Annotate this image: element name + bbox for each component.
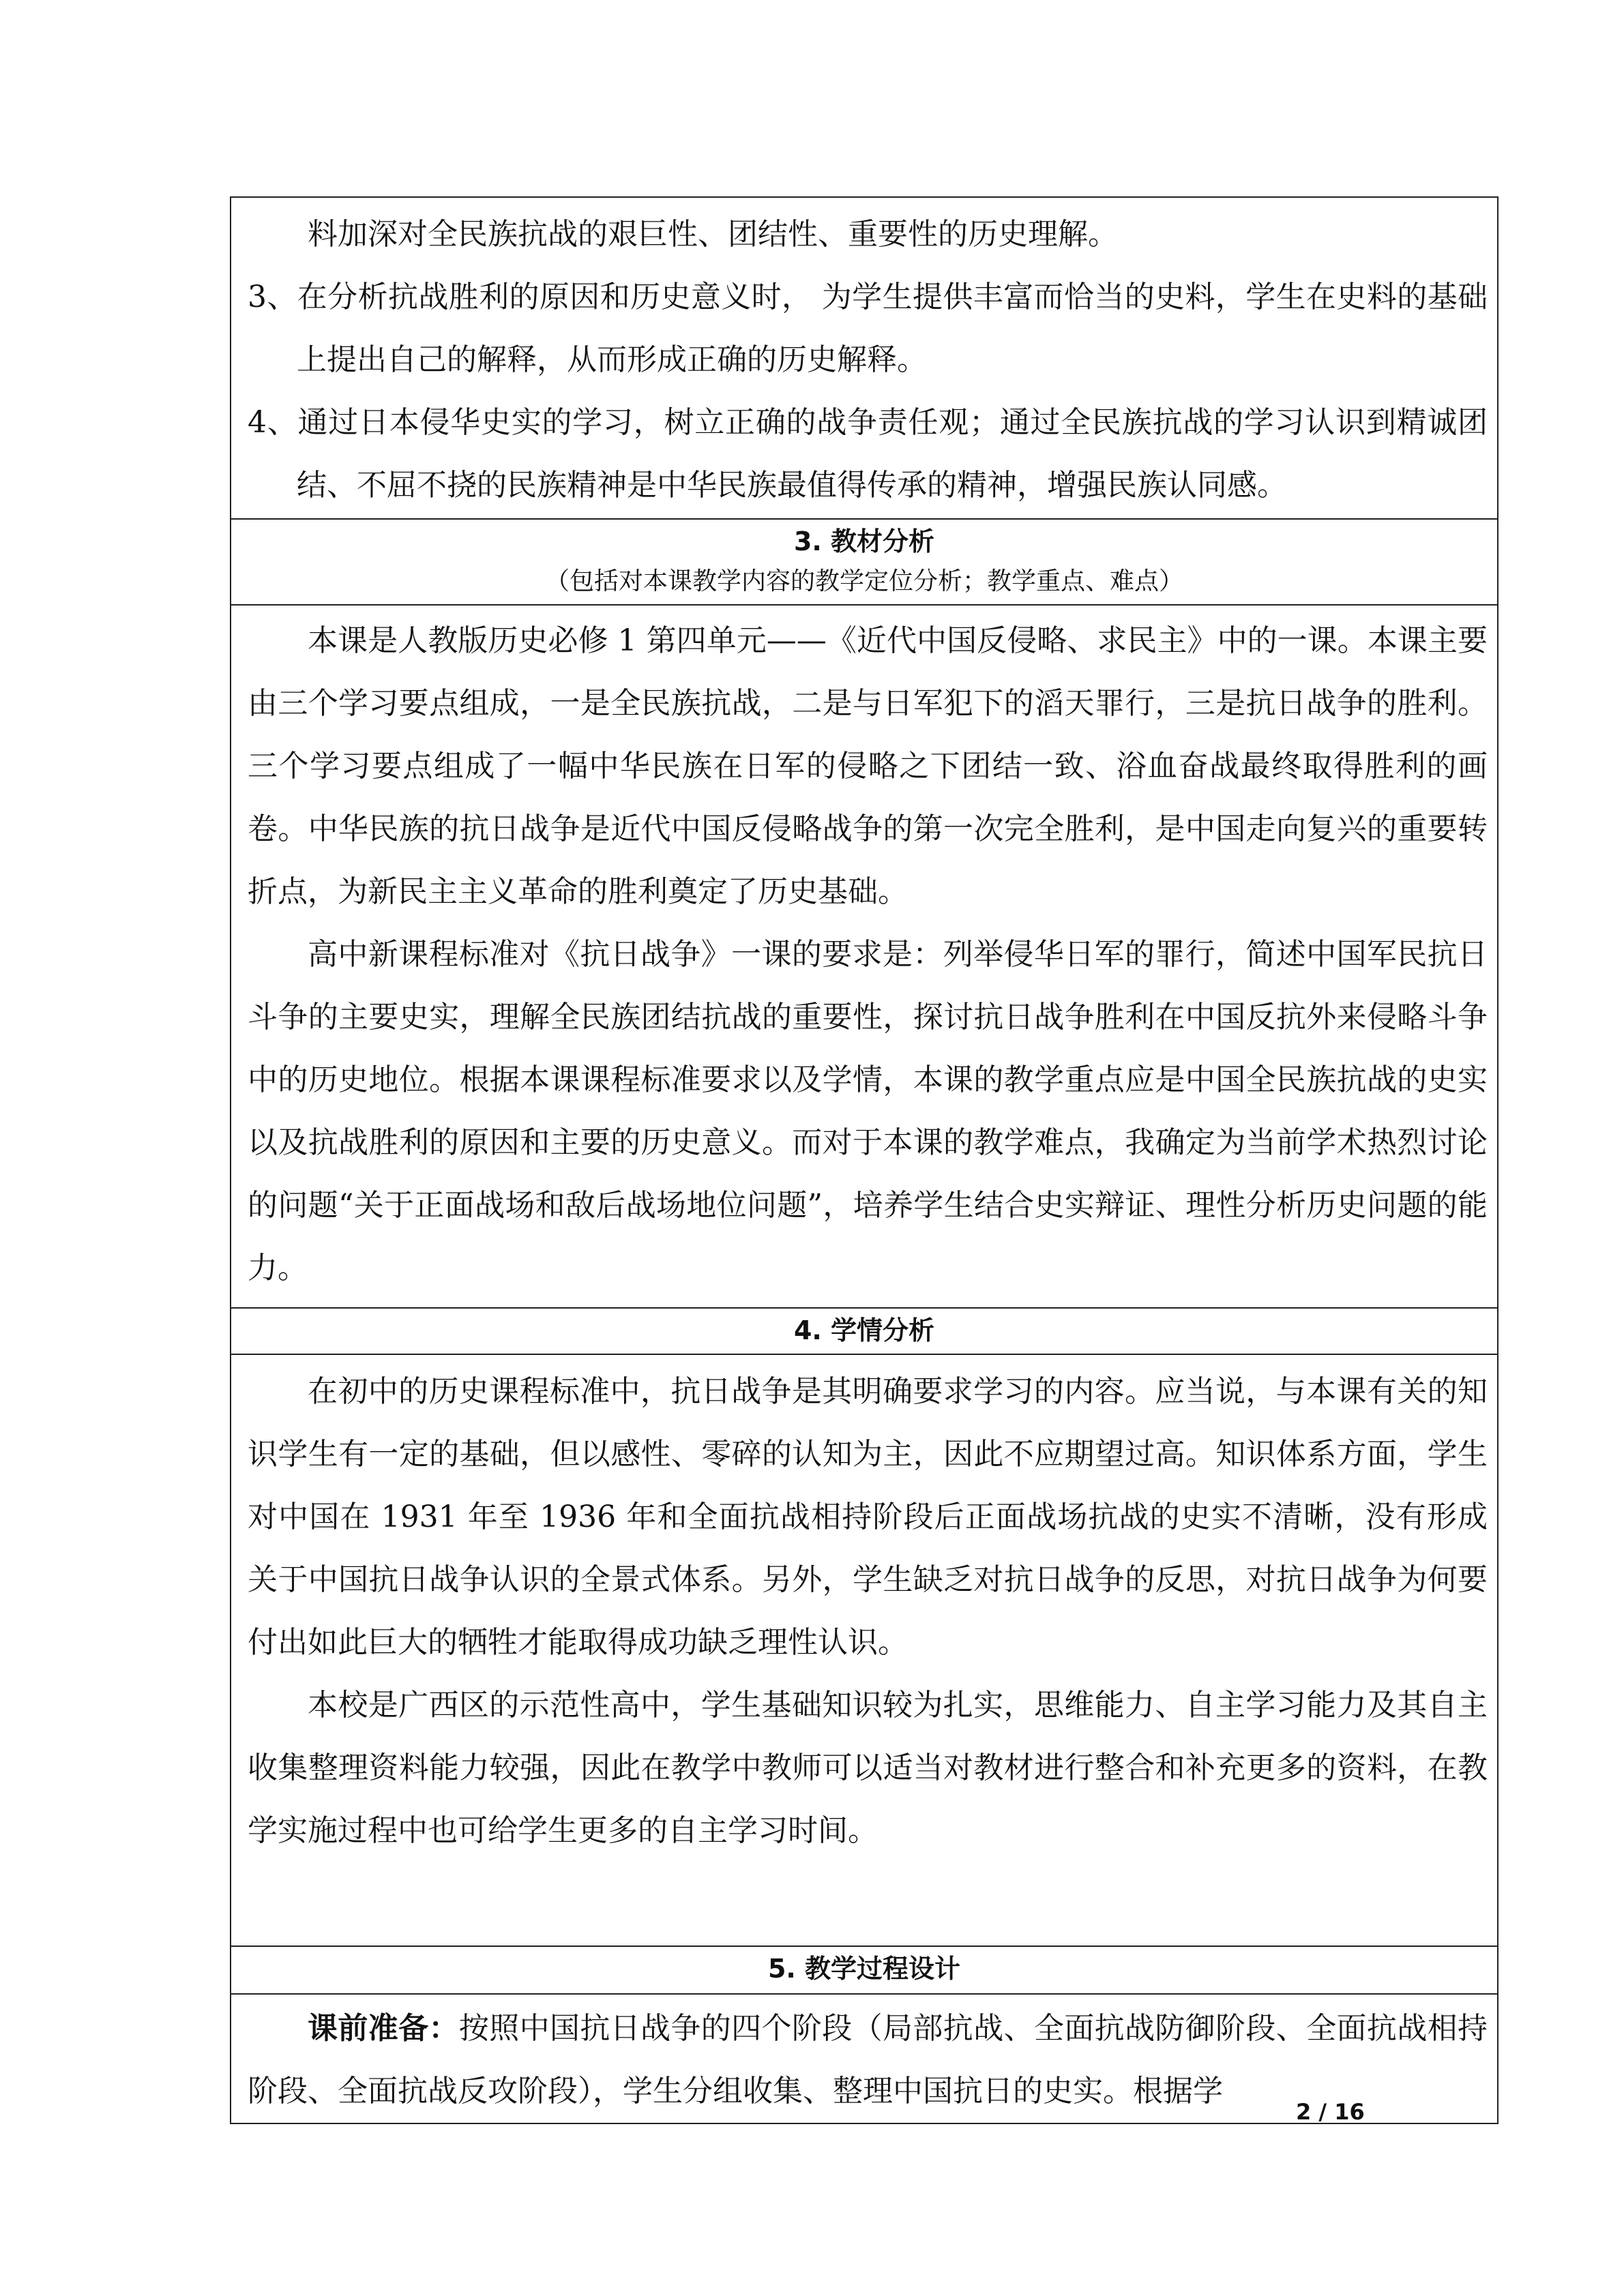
objectives-continued-cell: [231, 197, 1498, 519]
section-4-paragraph-2: 本校是广西区的示范性高中，学生基础知识较为扎实，思维能力、自主学习能力及其自主收集整理资料能力较强，因此在教学中教师可以适当对教材进行整合和补充更多的资料，在教学实施过程中也可给学生更多的自主学习时间。: [248, 1688, 1488, 1848]
objective-item-3: 3、在分析抗战胜利的原因和历史意义时， 为学生提供丰富而恰当的史料，学生在史料的基础上提出自己的解释，从而形成正确的历史解释。: [248, 280, 1488, 377]
section-5-header: [231, 1946, 1498, 1994]
section-3-subtitle: （包括对本课教学内容的教学定位分析；教学重点、难点）: [544, 567, 1183, 595]
lesson-plan-table: [230, 196, 1498, 2124]
section-4-title: 4. 学情分析: [793, 1315, 935, 1345]
objectives-continued-text: 料加深对全民族抗战的艰巨性、团结性、重要性的历史理解。: [308, 217, 1118, 252]
section-3-title: 3. 教材分析: [793, 526, 935, 556]
section-3-paragraph-2: 高中新课程标准对《抗日战争》一课的要求是：列举侵华日军的罪行，简述中国军民抗日斗争的主要史实，理解全民族团结抗战的重要性，探讨抗日战争胜利在中国反抗外来侵略斗争中的历史地位。根据本课课程标准要求以及学情，本课的教学重点应是中国全民族抗战的史实以及抗战胜利的原因和主要的历史意义。而对于本课的教学难点，我确定为当前学术热烈讨论的问题“关于正面战场和敌后战场地位问题”，培养学生结合史实辩证、理性分析历史问题的能力。: [248, 937, 1488, 1285]
section-5-title: 5. 教学过程设计: [767, 1954, 961, 1984]
page-number: 2 / 16: [1296, 2099, 1365, 2125]
prep-label: 课前准备：: [308, 2011, 459, 2046]
section-4-paragraph-1: 在初中的历史课程标准中，抗日战争是其明确要求学习的内容。应当说，与本课有关的知识学生有一定的基础，但以感性、零碎的认知为主，因此不应期望过高。知识体系方面，学生对中国在 1931 年至 1936 年和全面抗战相持阶段后正面战场抗战的史实不清晰，没有形成关于中国抗日战争认识的全景式体系。另外，学生缺乏对抗日战争的反思，对抗日战争为何要付出如此巨大的牺牲才能取得成功缺乏理性认识。: [248, 1374, 1488, 1660]
prep-text: 按照中国抗日战争的四个阶段（局部抗战、全面抗战防御阶段、全面抗战相持阶段、全面抗战反攻阶段），学生分组收集、整理中国抗日的史实。根据学: [248, 2011, 1488, 2108]
section-3-body: [231, 605, 1498, 1308]
section-4-body: [231, 1354, 1498, 1946]
section-4-header: [231, 1308, 1498, 1354]
section-3-header: [231, 519, 1498, 605]
objective-item-4: 4、通过日本侵华史实的学习，树立正确的战争责任观；通过全民族抗战的学习认识到精诚团结、不屈不挠的民族精神是中华民族最值得传承的精神，增强民族认同感。: [248, 405, 1488, 503]
section-3-paragraph-1: 本课是人教版历史必修 1 第四单元——《近代中国反侵略、求民主》中的一课。本课主要由三个学习要点组成，一是全民族抗战，二是与日军犯下的滔天罪行，三是抗日战争的胜利。三个学习要点组成了一幅中华民族在日军的侵略之下团结一致、浴血奋战最终取得胜利的画卷。中华民族的抗日战争是近代中国反侵略战争的第一次完全胜利，是中国走向复兴的重要转折点，为新民主主义革命的胜利奠定了历史基础。: [248, 623, 1488, 909]
